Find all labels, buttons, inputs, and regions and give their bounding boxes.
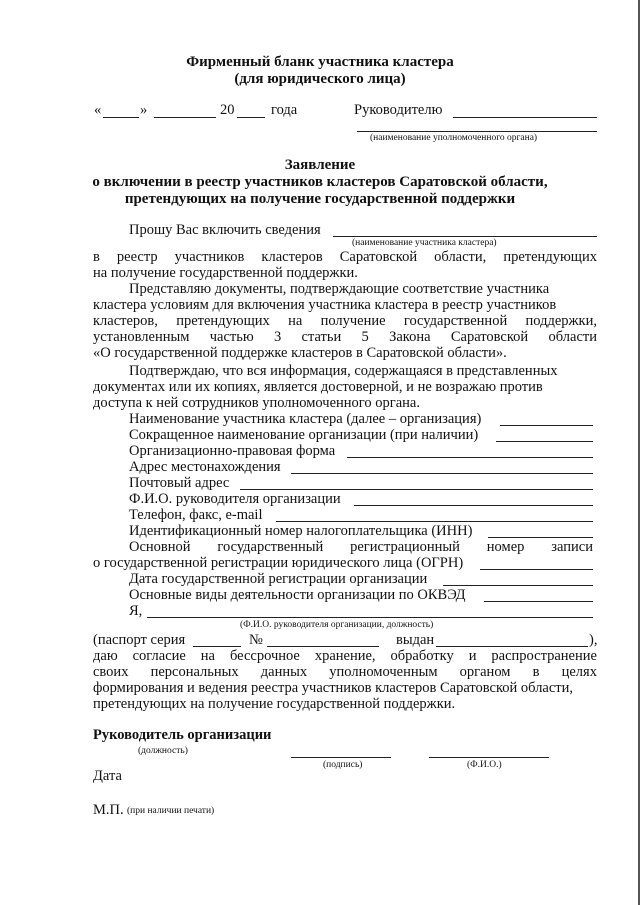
docs-line4: установленным частью 3 статьи 5 Закона Саратовской области — [93, 329, 597, 345]
consent-line2: даю согласие на бессрочное хранение, обработку и распространение — [93, 648, 597, 664]
field-name-full-label: Наименование участника кластера (далее – организация) — [129, 411, 482, 427]
field-name-short-label: Сокращенное наименование организации (при наличии) — [129, 427, 479, 443]
addressee-blank[interactable] — [453, 117, 597, 118]
field-inn-input[interactable] — [488, 537, 593, 538]
field-ogrn-label-line2: о государственной регистрации юридического лица (ОГРН) — [93, 555, 464, 571]
date-label: Дата — [93, 768, 122, 784]
day-blank[interactable] — [103, 117, 139, 118]
letterhead-title: Фирменный бланк участника кластера — [186, 54, 454, 70]
addressee-label: Руководителю — [354, 102, 443, 118]
passport-series-input[interactable] — [193, 646, 241, 647]
passport-number-input[interactable] — [267, 646, 379, 647]
field-okved-input[interactable] — [484, 601, 593, 602]
docs-line1: Представляю документы, подтверждающие соответствие участника — [129, 281, 550, 297]
field-address-label: Адрес местонахождения — [129, 459, 281, 475]
field-postal-input[interactable] — [240, 489, 593, 490]
addressee-blank-2[interactable] — [357, 131, 597, 132]
stamp-note: (при наличии печати) — [127, 806, 215, 816]
signer-name-caption: (Ф.И.О.) — [467, 760, 502, 770]
confirm-line1: Подтверждаю, что вся информация, содержащаяся в представленных — [129, 363, 558, 379]
passport-number-sign: № — [249, 632, 263, 648]
request-line2: в реестр участников кластеров Саратовской области, претендующих — [93, 249, 597, 265]
consent-line3: своих персональных данных уполномоченным органом в целях — [93, 664, 597, 680]
field-okved-label: Основные виды деятельности организации по ОКВЭД — [129, 587, 466, 603]
document-title-line3: претендующих на получение государственной поддержки — [124, 191, 516, 207]
field-legal-form-input[interactable] — [347, 457, 593, 458]
field-legal-form-label: Организационно-правовая форма — [129, 443, 336, 459]
field-director-input[interactable] — [354, 505, 593, 506]
field-contacts-label: Телефон, факс, e-mail — [129, 507, 263, 523]
passport-issued-input[interactable] — [436, 646, 588, 647]
date-quote-open: « — [94, 102, 102, 118]
addressee-caption: (наименование уполномоченного органа) — [370, 133, 538, 143]
participant-name-caption: (наименование участника кластера) — [352, 238, 497, 248]
confirm-line3: доступа к ней сотрудников уполномоченного органа. — [93, 395, 420, 411]
participant-name-blank[interactable] — [333, 236, 597, 237]
passport-issued-label: выдан — [396, 632, 435, 648]
field-contacts-input[interactable] — [276, 521, 593, 522]
consent-person-input[interactable] — [147, 617, 593, 618]
request-prefix: Прошу Вас включить сведения — [129, 222, 321, 238]
docs-line5: «О государственной поддержке кластеров в Саратовской области». — [93, 345, 507, 361]
field-name-full-input[interactable] — [500, 425, 593, 426]
consent-line5: претендующих на получение государственной поддержки. — [93, 696, 456, 712]
field-postal-label: Почтовый адрес — [129, 475, 230, 491]
year-prefix: 20 — [220, 102, 235, 118]
document-title: Заявление — [284, 157, 356, 173]
confirm-line2: документах или их копиях, является достоверной, и не возражаю против — [93, 379, 543, 395]
document-title-line2: о включении в реестр участников кластеров Саратовской области, — [92, 174, 548, 190]
signature-heading: Руководитель организации — [93, 727, 272, 743]
docs-line2: кластера условиям для включения участника кластера в реестр участников — [93, 297, 557, 313]
consent-person-caption: (Ф.И.О. руководителя организации, должность) — [240, 620, 434, 630]
passport-prefix: (паспорт серия — [93, 632, 186, 648]
field-name-short-input[interactable] — [496, 441, 593, 442]
signer-name-input[interactable] — [429, 757, 549, 758]
field-reg-date-input[interactable] — [443, 585, 593, 586]
year-suffix: года — [271, 102, 298, 118]
field-address-input[interactable] — [291, 473, 593, 474]
docs-line3: кластеров, претендующих на получение государственной поддержки, — [93, 313, 597, 329]
signature-caption: (подпись) — [323, 760, 363, 770]
stamp-label: М.П. — [93, 802, 124, 818]
date-quote-close: » — [140, 102, 148, 118]
field-inn-label: Идентификационный номер налогоплательщика (ИНН) — [129, 523, 473, 539]
letterhead-subtitle: (для юридического лица) — [234, 71, 406, 87]
position-caption: (должность) — [138, 746, 188, 756]
consent-line4: формирования и ведения реестра участников кластеров Саратовской области, — [93, 680, 574, 696]
consent-i-label: Я, — [129, 603, 143, 619]
request-line3: на получение государственной поддержки. — [93, 265, 358, 281]
month-blank[interactable] — [154, 117, 216, 118]
field-reg-date-label: Дата государственной регистрации организации — [129, 571, 428, 587]
year-blank[interactable] — [237, 117, 265, 118]
field-ogrn-input[interactable] — [480, 569, 593, 570]
field-ogrn-label: Основной государственный регистрационный номер записи — [129, 539, 593, 555]
signature-input[interactable] — [291, 757, 391, 758]
passport-close: ), — [589, 632, 598, 648]
field-director-label: Ф.И.О. руководителя организации — [129, 491, 341, 507]
